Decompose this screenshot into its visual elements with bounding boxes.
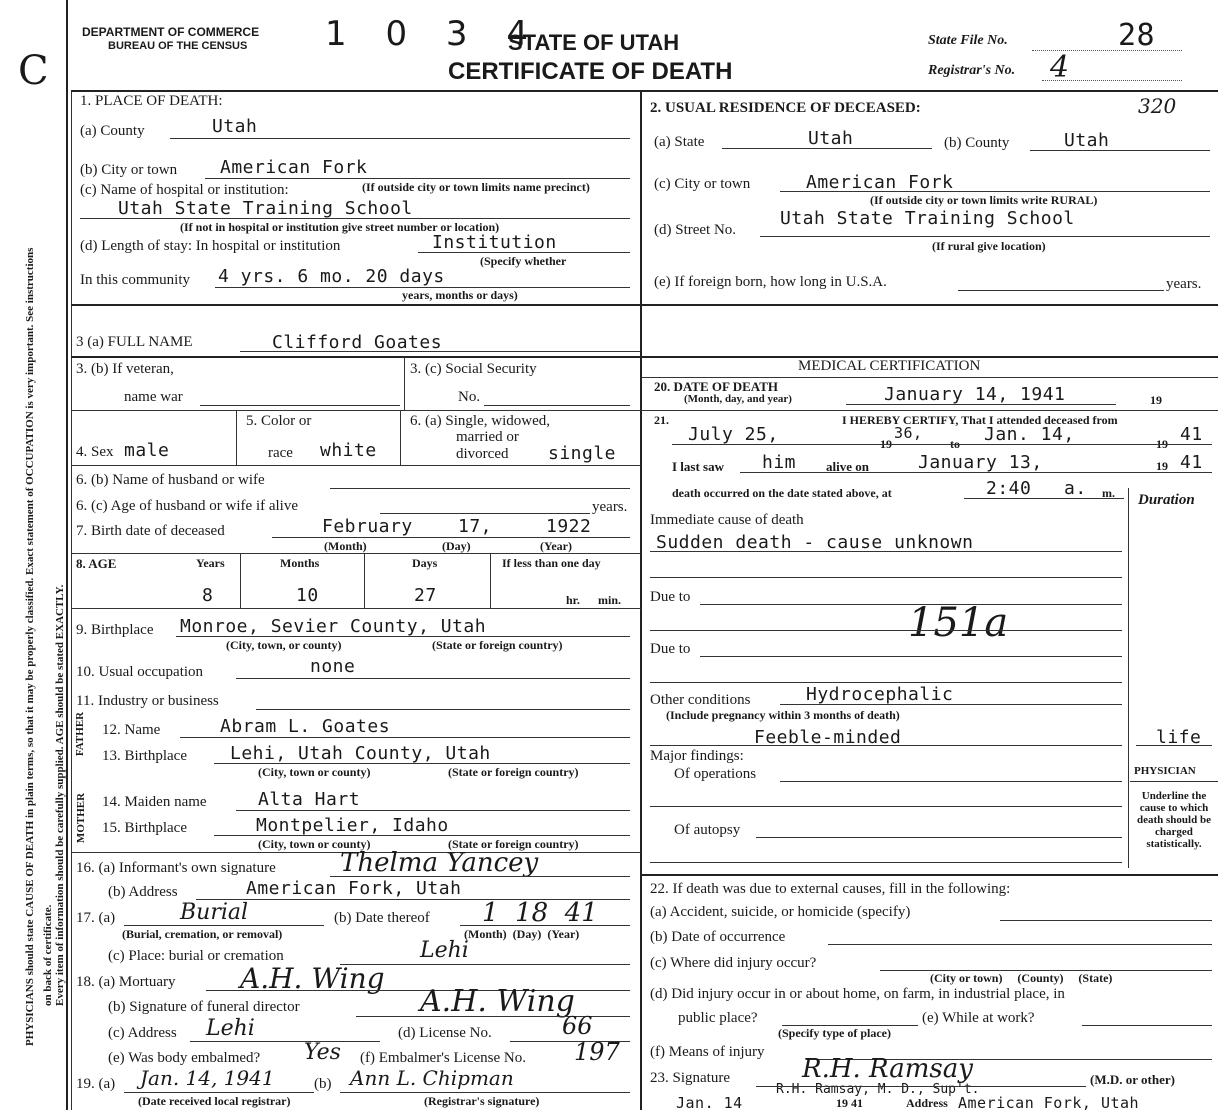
war-line (200, 405, 400, 406)
mother-name-label: 14. Maiden name (102, 794, 207, 810)
mother-city-note: (City, town or county) (258, 837, 371, 851)
full-name-label: 3 (a) FULL NAME (76, 334, 193, 350)
res-state-line (722, 148, 932, 149)
spouse-age-years: years. (592, 499, 628, 515)
attended-from: July 25, (688, 424, 779, 445)
external-heading: 22. If death was due to external causes, fill in the following: (650, 881, 1011, 897)
operations-line-2 (650, 806, 1122, 807)
alive-on-19: 19 (1156, 459, 1168, 473)
hospital-line (80, 218, 630, 219)
received-note: (Date received local registrar) (138, 1094, 291, 1108)
external-e: (e) While at work? (922, 1010, 1035, 1026)
margin-instructions-3: on back of certificate. (42, 904, 54, 1006)
registrar-note: (Registrar's signature) (424, 1094, 540, 1108)
cause-line-5 (700, 656, 1122, 657)
informant-line (330, 876, 630, 877)
cause-line-2 (650, 577, 1122, 578)
received-label: 19. (a) (76, 1076, 116, 1092)
res-city-label: (c) City or town (654, 176, 751, 192)
of-autopsy-label: Of autopsy (674, 822, 741, 838)
autopsy-line-2 (650, 862, 1122, 863)
registrar-sig-line (340, 1092, 630, 1093)
death-time-am: a. (1064, 478, 1087, 499)
header-rule (71, 90, 1218, 92)
ss-label: 3. (c) Social Security (410, 361, 537, 377)
place-of-death-heading: 1. PLACE OF DEATH: (80, 93, 223, 109)
stay-line (418, 252, 630, 253)
attended-from-19: 19 (880, 437, 892, 451)
res-city-line (780, 191, 1210, 192)
attended-to: Jan. 14, (984, 424, 1075, 445)
occurred-label: death occurred on the date stated above, at (672, 486, 892, 500)
external-b: (b) Date of occurrence (650, 929, 786, 945)
birthplace-state-note: (State or foreign country) (432, 638, 563, 652)
registrar-sig-label: (b) (314, 1076, 332, 1092)
registrar-no-label: Registrar's No. (928, 63, 1016, 78)
signature-typed: R.H. Ramsay, M. D., Sup't. (776, 1082, 980, 1097)
physician-signature: R.H. Ramsay (802, 1054, 973, 1084)
foreign-years: years. (1166, 276, 1202, 292)
age-div-1 (240, 553, 241, 608)
other-conditions-label: Other conditions (650, 692, 751, 708)
death-date-note: (Month, day, and year) (684, 393, 792, 405)
res-street-note: (If rural give location) (932, 239, 1046, 253)
margin-instructions-2: Every item of information should be carefully supplied. AGE should be stated EXACTLY. (54, 584, 66, 1006)
attended-to-19: 19 (1156, 437, 1168, 451)
underline-note: Underline the cause to which death should be charged statistically. (1137, 790, 1211, 850)
signature-line (756, 1086, 1086, 1087)
informant-signature: Thelma Yancey (340, 848, 539, 878)
mother-bp-value: Montpelier, Idaho (256, 815, 449, 836)
occupation-label: 10. Usual occupation (76, 664, 204, 680)
signature-md-note: (M.D. or other) (1090, 1072, 1175, 1087)
embalmed-value: Yes (304, 1040, 341, 1065)
embalmed-label: (e) Was body embalmed? (108, 1050, 261, 1066)
margin-instructions-1: PHYSICIANS should state CAUSE OF DEATH in plain terms, so that it may be properly classified. Exact statement of OCCUPATION is very important. See instructions (24, 247, 36, 1046)
signature-year: 19 41 (836, 1096, 863, 1110)
mother-state-note: (State or foreign country) (448, 837, 579, 851)
medical-rule-end (641, 874, 1218, 876)
attended-line (672, 444, 1212, 445)
physician-label: PHYSICIAN (1134, 765, 1196, 777)
father-name-value: Abram L. Goates (220, 716, 391, 737)
burial-date-label: (b) Date thereof (334, 910, 430, 926)
spouse-age-line (380, 513, 590, 514)
other-line (780, 704, 1122, 705)
age-hr: hr. (566, 593, 580, 607)
stay-value: Institution (432, 232, 557, 253)
director-label: (b) Signature of funeral director (108, 999, 300, 1015)
certify-text: I HEREBY CERTIFY, That I attended deceased from (842, 413, 1118, 427)
occupation-value: none (310, 656, 356, 677)
full-name-value: Clifford Goates (272, 332, 443, 353)
stay-label: (d) Length of stay: In hospital or institution (80, 238, 341, 254)
city-value: American Fork (220, 157, 368, 178)
immediate-cause-label: Immediate cause of death (650, 512, 804, 528)
operations-line (780, 781, 1122, 782)
signature-address: American Fork, Utah (958, 1094, 1140, 1112)
city-line (205, 178, 630, 179)
death-date-label: 20. DATE OF DEATH (654, 379, 778, 394)
father-name-label: 12. Name (102, 722, 161, 738)
informant-label: 16. (a) Informant's own signature (76, 860, 276, 876)
hospital-note: (If outside city or town limits name precinct) (362, 180, 590, 194)
mother-side-label: MOTHER (75, 792, 88, 844)
external-d-note: (Specify type of place) (778, 1026, 891, 1040)
received-value: Jan. 14, 1941 (140, 1066, 275, 1090)
industry-label: 11. Industry or business (76, 693, 219, 709)
age-div-2 (364, 553, 365, 608)
birthplace-label: 9. Birthplace (76, 622, 154, 638)
birth-month-note: (Month) (324, 539, 367, 553)
age-div-3 (490, 553, 491, 608)
res-state-label: (a) State (654, 134, 705, 150)
mother-name-line (236, 810, 630, 811)
age-min: min. (598, 593, 622, 607)
burial-date-note: (Month) (Day) (Year) (464, 927, 580, 941)
external-f: (f) Means of injury (650, 1044, 765, 1060)
medical-rule-1 (641, 377, 1218, 378)
father-bp-label: 13. Birthplace (102, 748, 187, 764)
spouse-age-label: 6. (c) Age of husband or wife if alive (76, 498, 299, 514)
res-street-label: (d) Street No. (654, 222, 737, 238)
father-bp-line (214, 763, 630, 764)
county-label: (a) County (80, 123, 145, 139)
marital-label-3: divorced (456, 446, 509, 462)
other-line-2 (650, 745, 1122, 746)
other-conditions-value: Hydrocephalic (806, 684, 954, 705)
cause-line-1 (650, 551, 1122, 552)
birth-date-label: 7. Birth date of deceased (76, 523, 225, 539)
external-d2: public place? (678, 1010, 758, 1026)
signature-label: 23. Signature (650, 1070, 730, 1086)
specify-whether: (Specify whether (480, 254, 567, 268)
informant-address-label: (b) Address (108, 884, 178, 900)
mother-bp-line (214, 835, 630, 836)
res-county-line (1030, 150, 1210, 151)
city-label: (b) City or town (80, 162, 178, 178)
burial-value: Burial (180, 900, 249, 925)
mother-name-value: Alta Hart (258, 789, 361, 810)
section-rule-4 (71, 465, 641, 466)
other-note: (Include pregnancy within 3 months of death) (666, 708, 900, 722)
external-d: (d) Did injury occur in or about home, on farm, in industrial place, in (650, 986, 1065, 1002)
external-a: (a) Accident, suicide, or homicide (specify) (650, 904, 911, 920)
res-city-note: (If outside city or town limits write RURAL) (870, 193, 1098, 207)
sex-label: 4. Sex (76, 444, 114, 460)
alive-on-label: alive on (826, 459, 869, 474)
age-months-value: 10 (296, 585, 319, 606)
informant-address-value: American Fork, Utah (246, 878, 462, 899)
duration-life: life (1156, 727, 1202, 748)
burial-note: (Burial, cremation, or removal) (122, 927, 283, 941)
res-state-value: Utah (808, 128, 854, 149)
residence-heading: 2. USUAL RESIDENCE OF DECEASED: (650, 100, 921, 116)
res-street-value: Utah State Training School (780, 208, 1075, 229)
section-rule-5 (71, 553, 641, 554)
age-lessday-label: If less than one day (502, 556, 601, 570)
sex-divider (236, 410, 237, 465)
mortuary-value: A.H. Wing (240, 962, 385, 995)
section-rule-3 (71, 410, 641, 411)
item-21: 21. (654, 413, 669, 427)
signature-address-label: Address (906, 1096, 948, 1110)
occurred-line (964, 498, 1124, 499)
father-city-note: (City, town or county) (258, 765, 371, 779)
war-label: name war (124, 389, 183, 405)
birth-line (272, 537, 630, 538)
age-days-label: Days (412, 556, 438, 570)
foreign-label: (e) If foreign born, how long in U.S.A. (654, 274, 887, 290)
alive-on-year: 41 (1180, 452, 1203, 473)
medical-heading: MEDICAL CERTIFICATION (798, 358, 981, 374)
birthplace-value: Monroe, Sevier County, Utah (180, 616, 487, 637)
physician-rule (1130, 781, 1218, 782)
cause-code: 151a (908, 600, 1009, 646)
full-name-line (240, 351, 640, 352)
of-operations-label: Of operations (674, 766, 757, 782)
spouse-label: 6. (b) Name of husband or wife (76, 472, 265, 488)
burial-line (124, 925, 324, 926)
res-street-line (760, 236, 1210, 237)
age-days-value: 27 (414, 585, 437, 606)
burial-place-label: (c) Place: burial or cremation (108, 948, 284, 964)
emb-license-label: (f) Embalmer's License No. (360, 1050, 526, 1066)
state-title: STATE OF UTAH (508, 30, 680, 55)
ss-no: No. (458, 389, 481, 405)
marital-label-2: married or (456, 429, 519, 445)
birth-year: 1922 (546, 516, 592, 537)
birth-year-note: (Year) (540, 539, 572, 553)
industry-line (256, 709, 630, 710)
alive-on-date: January 13, (918, 452, 1043, 473)
death-date-line (846, 404, 1116, 405)
birth-month: February (322, 516, 413, 537)
external-e-line (1082, 1025, 1212, 1026)
father-name-line (180, 737, 630, 738)
duration-header: Duration (1138, 492, 1195, 508)
hospital-value: Utah State Training School (118, 198, 413, 219)
cause-line-4 (650, 630, 1122, 631)
birthplace-city-note: (City, town, or county) (226, 638, 342, 652)
dir-address-line (190, 1041, 380, 1042)
immediate-cause-value: Sudden death - cause unknown (656, 532, 974, 553)
dir-address-value: Lehi (206, 1016, 255, 1041)
father-state-note: (State or foreign country) (448, 765, 579, 779)
burial-label: 17. (a) (76, 910, 116, 926)
certificate-title: CERTIFICATE OF DEATH (448, 58, 733, 85)
birthplace-line (176, 636, 630, 637)
age-years-value: 8 (202, 585, 214, 606)
duration-divider (1128, 488, 1129, 868)
external-b-line (828, 944, 1212, 945)
death-time-m: m. (1102, 486, 1115, 500)
community-label: In this community (80, 272, 190, 288)
state-file-value: 28 (1118, 18, 1156, 53)
color-label: 5. Color or (246, 413, 312, 429)
marital-label-1: 6. (a) Single, widowed, (410, 413, 550, 429)
hospital-label: (c) Name of hospital or institution: (80, 182, 289, 198)
race-divider (400, 410, 401, 465)
veteran-divider (404, 357, 405, 410)
due-to-2: Due to (650, 641, 691, 657)
mother-bp-label: 15. Birthplace (102, 820, 187, 836)
due-to-1: Due to (650, 589, 691, 605)
other-conditions-2: Feeble-minded (754, 727, 902, 748)
death-time: 2:40 (986, 478, 1032, 499)
father-bp-value: Lehi, Utah County, Utah (230, 743, 491, 764)
age-label: 8. AGE (76, 556, 117, 571)
spouse-line (330, 488, 630, 489)
section-rule-1 (71, 304, 1218, 306)
foreign-line (958, 290, 1164, 291)
burial-date-line (460, 925, 630, 926)
death-date-value: January 14, 1941 (884, 384, 1066, 405)
dir-address-label: (c) Address (108, 1025, 177, 1041)
director-signature: A.H. Wing (420, 984, 575, 1019)
margin-c-mark: C (18, 48, 49, 94)
section-rule-2 (71, 356, 1218, 358)
last-saw-him: him (762, 452, 797, 473)
marital-value: single (548, 443, 617, 464)
center-divider (640, 90, 642, 1110)
medical-rule-2 (641, 410, 1218, 411)
death-date-19: 19 (1150, 393, 1162, 407)
left-border (66, 0, 68, 1110)
dept-line2: BUREAU OF THE CENSUS (108, 40, 248, 52)
received-line (124, 1092, 314, 1093)
duration-line (1136, 745, 1212, 746)
state-file-label: State File No. (928, 33, 1008, 48)
last-saw-label: I last saw (672, 459, 725, 474)
registrar-signature: Ann L. Chipman (350, 1066, 514, 1090)
race-value: white (320, 440, 377, 461)
burial-place-value: Lehi (420, 938, 469, 963)
mortuary-label: 18. (a) Mortuary (76, 974, 176, 990)
registrar-no-value: 4 (1050, 50, 1070, 85)
county-line (170, 138, 630, 139)
autopsy-line (756, 837, 1122, 838)
last-saw-line (740, 472, 1212, 473)
signature-date: Jan. 14 (676, 1094, 743, 1112)
res-county-label: (b) County (944, 135, 1010, 151)
veteran-label: 3. (b) If veteran, (76, 361, 174, 377)
external-c: (c) Where did injury occur? (650, 955, 817, 971)
sex-value: male (124, 440, 170, 461)
county-value: Utah (212, 116, 258, 137)
external-a-line (1000, 920, 1212, 921)
hospital-note-2: (If not in hospital or institution give street number or location) (180, 220, 500, 234)
dept-line1: DEPARTMENT OF COMMERCE (82, 25, 260, 39)
section-rule-6 (71, 608, 641, 609)
race-label: race (268, 445, 293, 461)
emb-license-value: 197 (574, 1038, 620, 1066)
attended-to-label: to (950, 437, 960, 451)
license-value: 66 (562, 1012, 593, 1040)
burial-date-value: 1 18 41 (482, 898, 598, 928)
residence-code: 320 (1138, 94, 1177, 118)
major-findings-label: Major findings: (650, 748, 744, 764)
age-years-label: Years (196, 556, 225, 570)
res-county-value: Utah (1064, 130, 1110, 151)
left-border-inner (71, 90, 72, 1110)
attended-to-year: 41 (1180, 424, 1203, 445)
cause-line-6 (650, 682, 1122, 683)
res-city-value: American Fork (806, 172, 954, 193)
attended-from-year: 36, (894, 424, 923, 442)
license-label: (d) License No. (398, 1025, 492, 1041)
age-months-label: Months (280, 556, 320, 570)
birth-day-note: (Day) (442, 539, 471, 553)
birth-day: 17, (458, 516, 493, 537)
father-side-label: FATHER (74, 711, 87, 757)
community-note: years, months or days) (402, 288, 518, 302)
external-c-note: (City or town) (County) (State) (930, 971, 1113, 985)
community-value: 4 yrs. 6 mo. 20 days (218, 266, 445, 287)
ss-line (484, 405, 630, 406)
serial-number: 1 0 3 4 (325, 14, 542, 54)
occupation-line (236, 678, 630, 679)
